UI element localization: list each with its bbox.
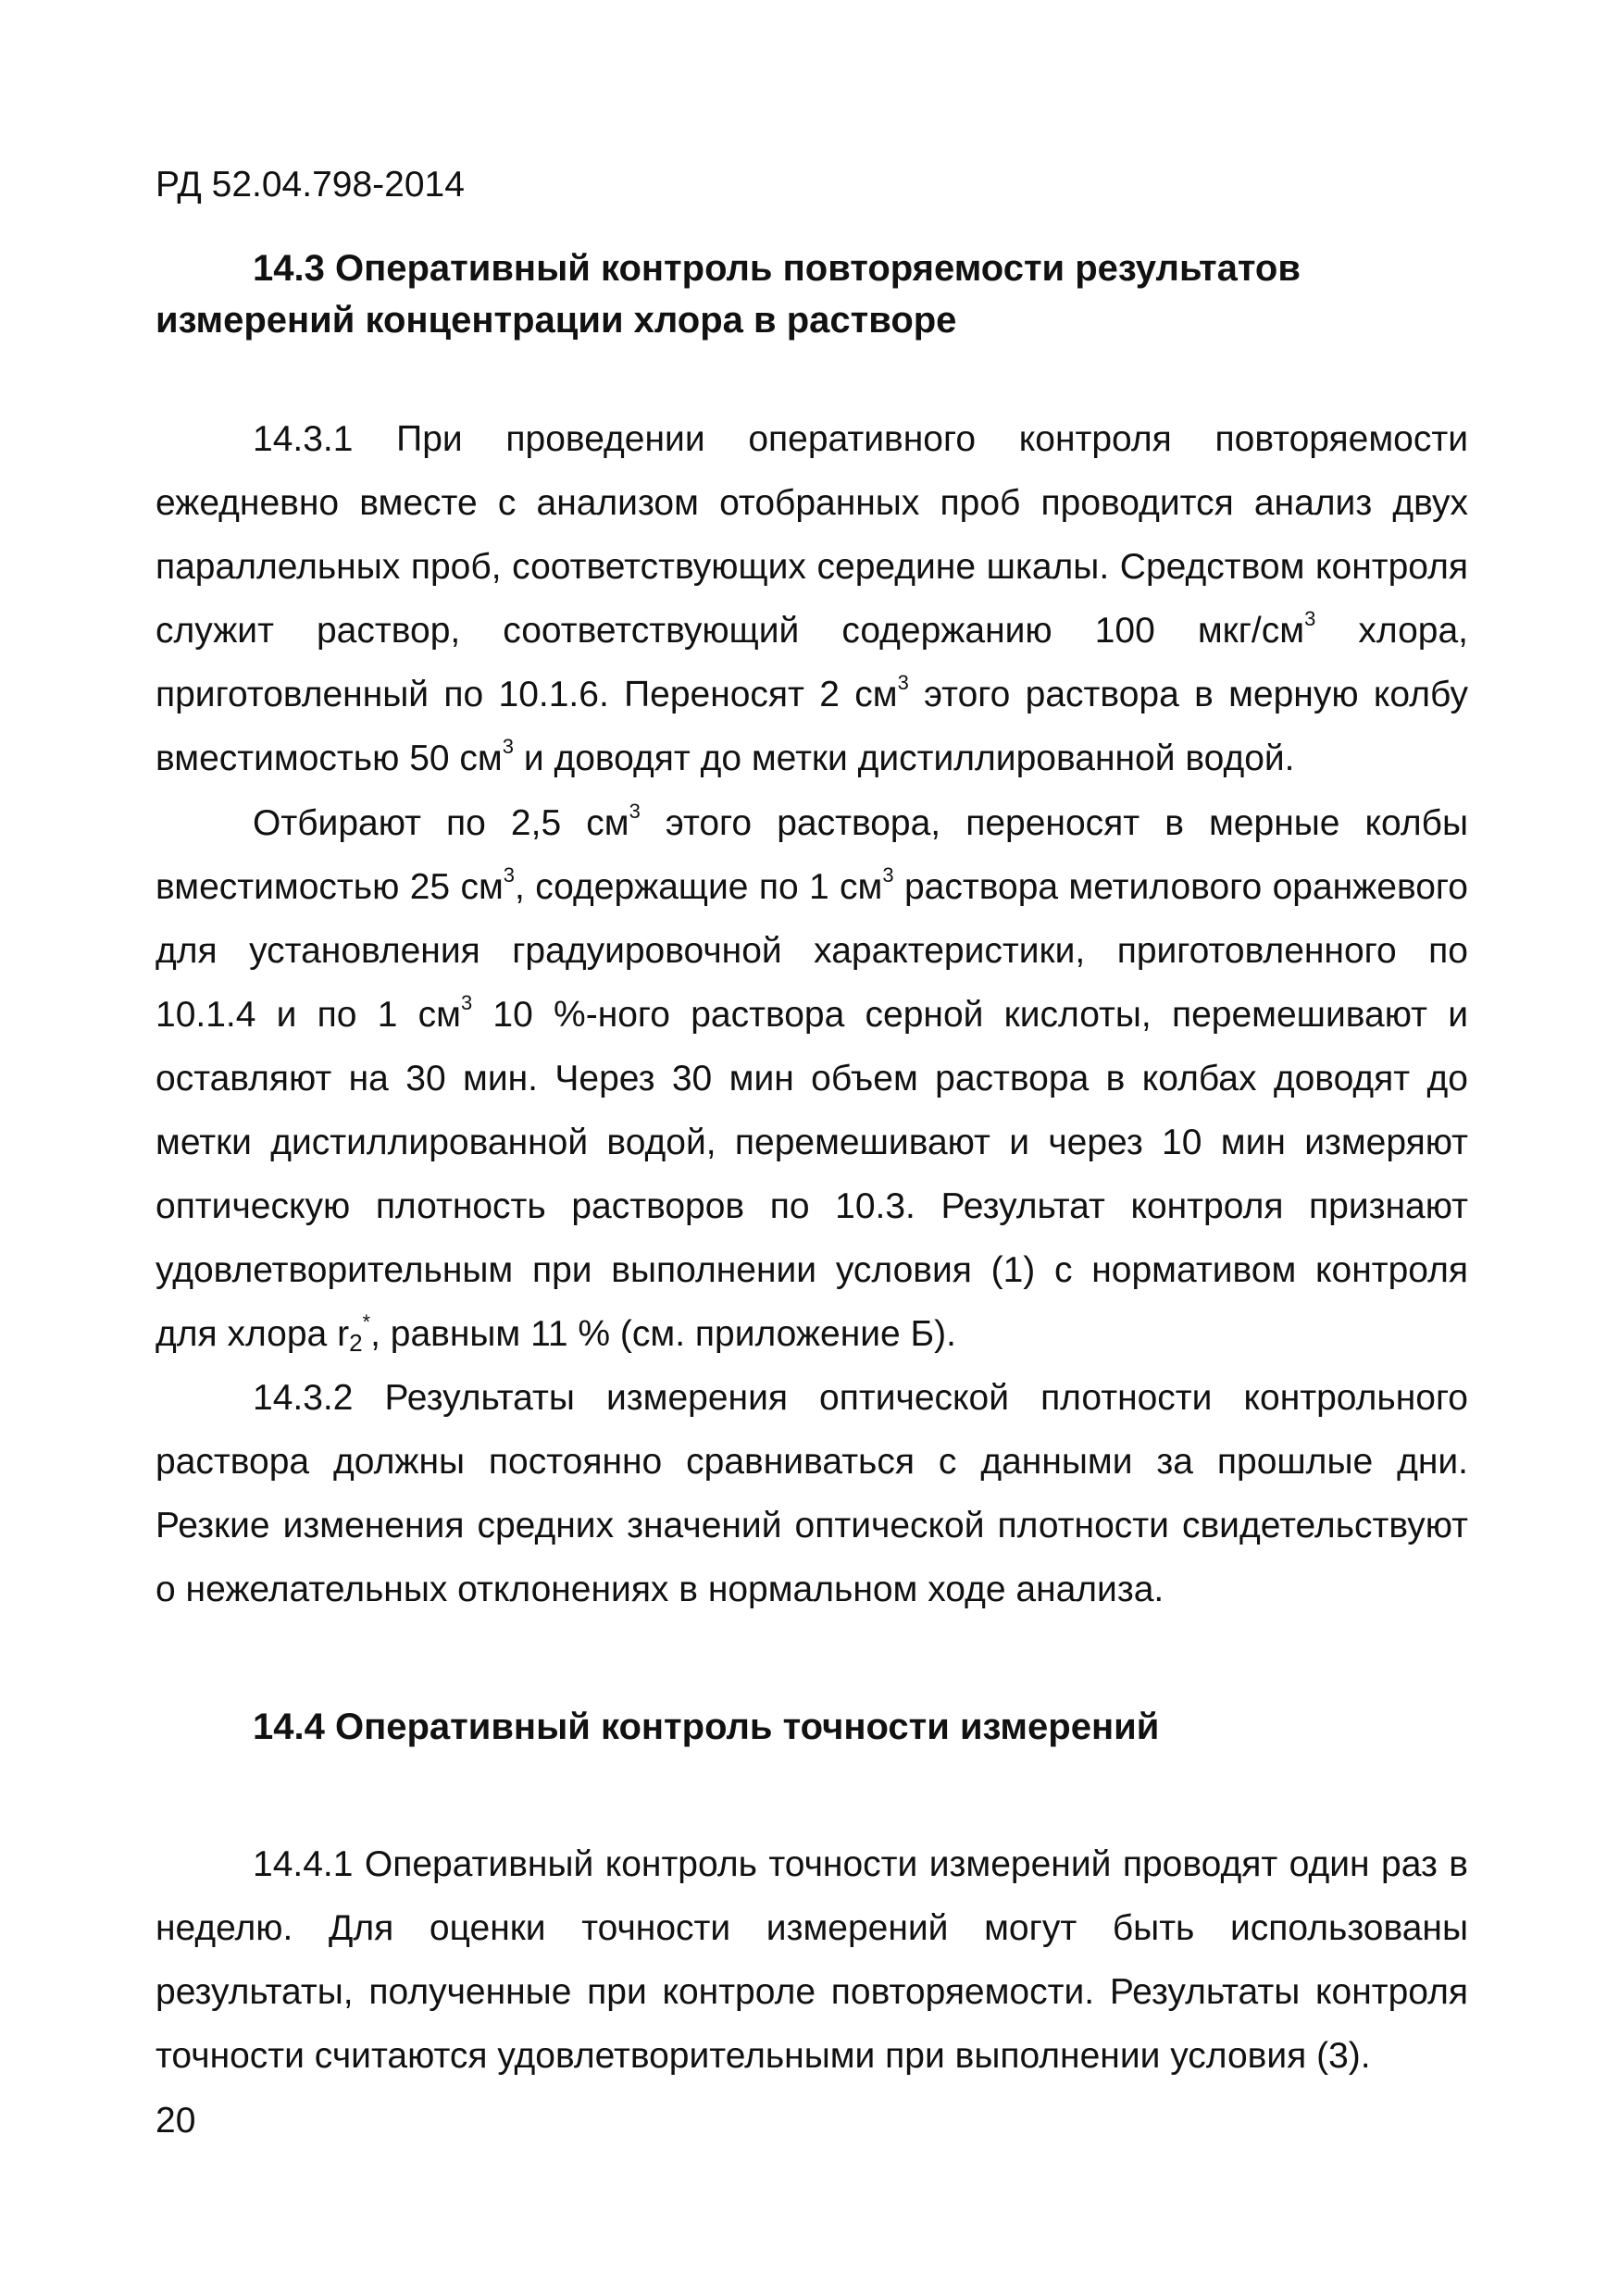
text-run: 14.3.1 При проведении оперативного контроля повторяемости ежедневно вместе с анализом отобранных проб проводится анализ двух параллельных проб, соответствующих середине шкалы. Средством контроля служит раствор, соответствующий содержанию 100 мкг/см <box>156 419 1468 651</box>
paragraph-14-4-1: 14.4.1 Оперативный контроль точности измерений проводят один раз в неделю. Для оценки точности измерений могут быть использованы результаты, полученные при контроле повторяемости. Результаты контроля точности считаются удовлетворительными при выполнении условия (3). <box>156 1844 1468 2076</box>
superscript: 3 <box>629 800 641 823</box>
superscript: 3 <box>897 671 909 694</box>
subscript: 2 <box>349 1329 363 1357</box>
paragraph-14-3-1 <box>156 407 1468 790</box>
paragraph-14-3-1-cont <box>156 791 1468 1366</box>
paragraph-14-3-2: 14.3.2 Результаты измерения оптической плотности контрольного раствора должны постоянно сравниваться с данными за прошлые дни. Резкие изменения средних значений оптической плотности свидетельствуют о нежелательных отклонениях в нормальном ходе анализа. <box>156 1378 1468 1609</box>
section-heading-14-3 <box>156 242 1470 346</box>
text-run: раствора метилового оранжевого для установления градуировочной характеристики, приготовленного по 10.1.4 и по 1 см <box>156 867 1468 1035</box>
page-number: 20 <box>156 2101 196 2141</box>
text-run: 10 %-ного раствора серной кислоты, перемешивают и оставляют на 30 мин. Через 30 мин объем раствора в колбах доводят до метки дистиллированной водой, перемешивают и через 10 мин измеряют оптическую плотность растворов по 10.3. Результат контроля признают удовлетворительным при выполнении условия (1) с нормативом контроля для хлора r <box>156 995 1468 1354</box>
superscript: 3 <box>882 863 894 887</box>
document-code: РД 52.04.798-2014 <box>156 165 465 205</box>
text-run: , содержащие по 1 см <box>515 867 883 907</box>
superscript: 3 <box>502 735 514 758</box>
section-heading-14-4: 14.4 Оперативный контроль точности измерений <box>253 1706 1160 1747</box>
section-heading-line: 14.3 Оперативный контроль повторяемости результатов <box>253 248 1301 289</box>
superscript: 3 <box>1304 607 1316 630</box>
text-run: хлора, приготовленный по 10.1.6. Переносят 2 см <box>156 611 1469 714</box>
superscript: 3 <box>460 991 473 1014</box>
text-run: , равным 11 % (см. приложение Б). <box>370 1314 956 1354</box>
section-heading-line: измерений концентрации хлора в растворе <box>156 300 957 341</box>
text-run: Отбирают по 2,5 см <box>253 803 629 843</box>
text-run: и доводят до метки дистиллированной водой. <box>513 738 1295 778</box>
superscript: * <box>362 1310 371 1334</box>
text-run: этого раствора в мерную колбу вместимостью 50 см <box>156 675 1468 778</box>
text-run: этого раствора, переносят в мерные колбы вместимостью 25 см <box>156 803 1468 907</box>
superscript: 3 <box>503 863 516 887</box>
